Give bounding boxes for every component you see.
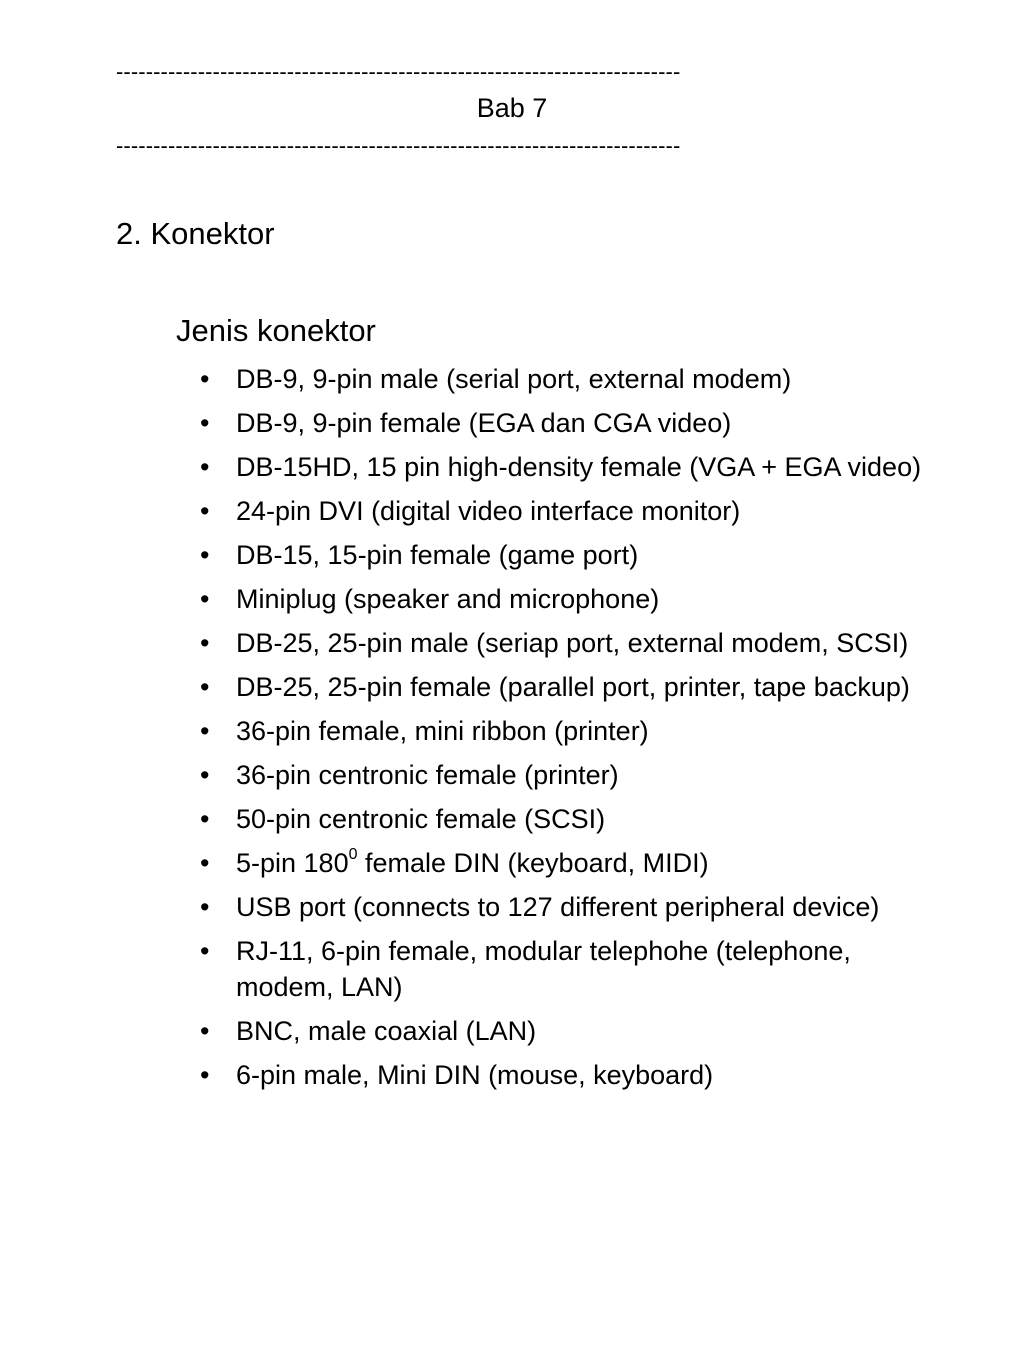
list-item-text: 36-pin female, mini ribbon (printer) (236, 716, 649, 746)
bullet-icon: • (200, 364, 210, 394)
list-item-text: DB-9, 9-pin male (serial port, external modem) (236, 364, 792, 394)
bullet-icon: • (200, 936, 210, 966)
list-item-text: 36-pin centronic female (printer) (236, 760, 619, 790)
list-item (198, 449, 938, 485)
list-item-text: 50-pin centronic female (SCSI) (236, 804, 606, 834)
bullet-icon: • (200, 496, 210, 526)
bullet-icon: • (200, 716, 210, 746)
list-item-text-start: 5-pin 180 (236, 848, 349, 878)
connector-types-heading: Jenis konektor (176, 313, 376, 348)
bullet-icon: • (200, 452, 210, 482)
list-item (198, 1057, 938, 1093)
section-title: 2. Konektor (116, 216, 275, 251)
list-item (198, 361, 938, 397)
list-item (198, 713, 938, 749)
list-item (198, 581, 938, 617)
bullet-icon: • (200, 1060, 210, 1090)
bullet-icon: • (200, 804, 210, 834)
bullet-icon: • (200, 408, 210, 438)
bullet-icon: • (200, 760, 210, 790)
list-item-text: DB-25, 25-pin male (seriap port, external modem, SCSI) (236, 628, 909, 658)
bullet-icon: • (200, 628, 210, 658)
bullet-icon: • (200, 584, 210, 614)
list-item (198, 669, 938, 705)
bullet-icon: • (200, 672, 210, 702)
list-item (198, 1013, 938, 1049)
list-item-text (236, 848, 709, 878)
list-item (198, 493, 938, 529)
chapter-heading: Bab 7 (476, 93, 548, 123)
list-item-text: 6-pin male, Mini DIN (mouse, keyboard) (236, 1060, 714, 1090)
bottom-divider-rule: ---------------------------------------------------------------------------- (116, 136, 681, 156)
list-item (198, 845, 938, 881)
degree-superscript: 0 (348, 846, 358, 863)
top-divider-rule: ---------------------------------------------------------------------------- (116, 62, 681, 82)
list-item-text: RJ-11, 6-pin female, modular telephohe (telephone, modem, LAN) (236, 936, 851, 1002)
list-item-text: Miniplug (speaker and microphone) (236, 584, 660, 614)
list-item (198, 933, 938, 1005)
connector-list (198, 361, 938, 1101)
list-item (198, 405, 938, 441)
list-item-text: BNC, male coaxial (LAN) (236, 1016, 537, 1046)
list-item-text: DB-25, 25-pin female (parallel port, printer, tape backup) (236, 672, 910, 702)
list-item (198, 757, 938, 793)
list-item (198, 889, 938, 925)
list-item-text: DB-15, 15-pin female (game port) (236, 540, 639, 570)
list-item-text-end: female DIN (keyboard, MIDI) (357, 848, 709, 878)
bullet-icon: • (200, 540, 210, 570)
bullet-icon: • (200, 892, 210, 922)
list-item (198, 537, 938, 573)
bullet-icon: • (200, 1016, 210, 1046)
list-item (198, 801, 938, 837)
list-item (198, 625, 938, 661)
list-item-text: USB port (connects to 127 different peripheral device) (236, 892, 880, 922)
list-item-text: DB-15HD, 15 pin high-density female (VGA + EGA video) (236, 452, 922, 482)
bullet-icon: • (200, 848, 210, 878)
list-item-text: 24-pin DVI (digital video interface monitor) (236, 496, 741, 526)
list-item-text: DB-9, 9-pin female (EGA dan CGA video) (236, 408, 732, 438)
